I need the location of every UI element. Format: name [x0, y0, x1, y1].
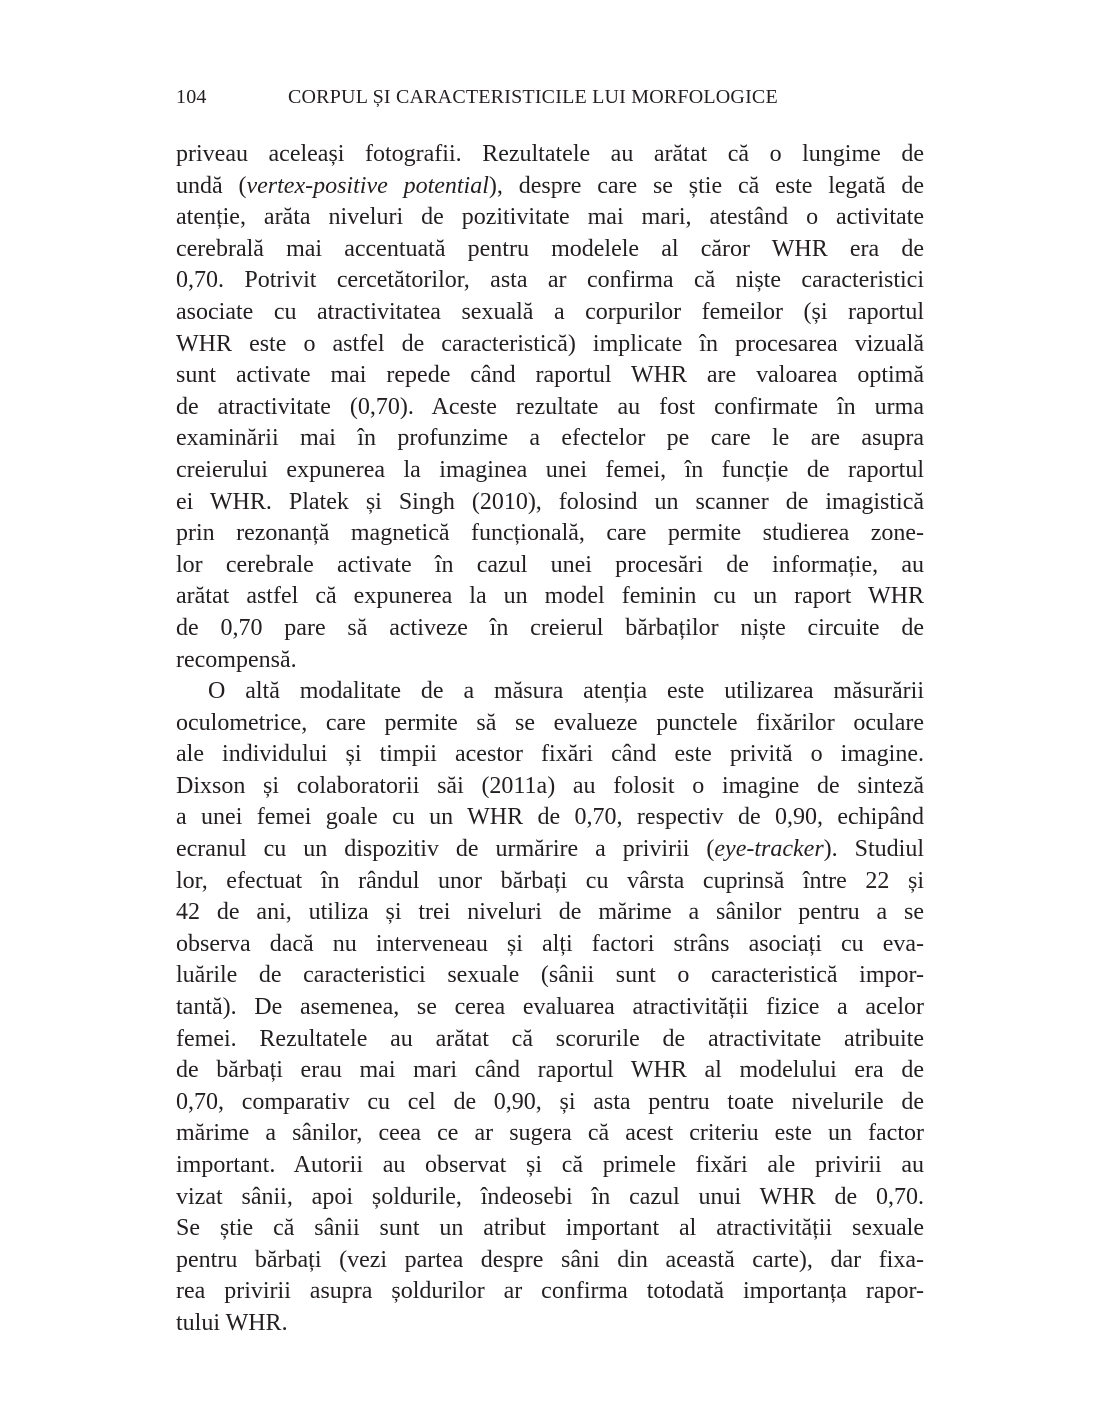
text-segment: Se știe că sânii sunt un atribut important al atractivității sexuale: [176, 1215, 924, 1242]
text-segment: 0,70. Potrivit cercetătorilor, asta ar confirma că niște caracteristici: [176, 267, 924, 294]
text-segment: asociate cu atractivitatea sexuală a corpurilor femeilor (și raportul: [176, 298, 924, 325]
text-line: [176, 423, 924, 455]
text-line: [176, 1245, 924, 1277]
text-line: [176, 897, 924, 929]
text-segment: creierului expunerea la imaginea unei femei, în funcție de raportul: [176, 456, 924, 483]
text-segment: de 0,70 pare să activeze în creierul bărbaților niște circuite de: [176, 614, 924, 641]
text-segment: important. Autorii au observat și că primele fixări ale privirii au: [176, 1152, 924, 1178]
italic-term: vertex-positive potential: [246, 172, 489, 199]
text-segment: priveau aceleași fotografii. Rezultatele au arătat că o lungime de: [176, 141, 924, 167]
text-line: [176, 992, 924, 1024]
text-segment: WHR este o astfel de caracteristică) implicate în procesarea vizuală: [176, 330, 924, 357]
text-segment: tului WHR.: [176, 1309, 288, 1336]
text-line: [176, 518, 924, 550]
text-segment: recompensă.: [176, 646, 297, 673]
text-segment: O altă modalitate de a măsura atenția este utilizarea măsurării: [208, 678, 924, 705]
text-line: [176, 1276, 924, 1308]
text-segment: femei. Rezultatele au arătat că scorurile de atractivitate atribuite: [176, 1025, 924, 1052]
text-line: [176, 866, 924, 898]
text-segment: rea privirii asupra șoldurilor ar confirma totodată importanța rapor-: [176, 1278, 924, 1305]
text-line: [176, 802, 924, 834]
text-segment: observa dacă nu interveneau și alți factori strâns asociați cu eva-: [176, 930, 924, 957]
text-line: [176, 645, 924, 677]
text-line: [176, 834, 924, 866]
text-segment: de bărbați erau mai mari când raportul WHR al modelului era de: [176, 1057, 924, 1084]
text-line: [176, 1182, 924, 1214]
text-line: [176, 455, 924, 487]
text-segment: ei WHR. Platek și Singh (2010), folosind un scanner de imagistică: [176, 488, 924, 515]
text-segment: undă (: [176, 172, 247, 199]
text-line: [176, 1118, 924, 1150]
text-line: [176, 1024, 924, 1056]
text-line: [176, 1308, 924, 1340]
text-line: [176, 581, 924, 613]
text-segment: ). Studiul: [823, 836, 924, 863]
text-segment: atenție, arăta niveluri de pozitivitate mai mari, atestând o activitate: [176, 204, 924, 231]
text-segment: pentru bărbați (vezi partea despre sâni din această carte), dar fixa-: [176, 1246, 924, 1273]
text-line: [176, 487, 924, 519]
text-line: [176, 739, 924, 771]
text-segment: 0,70, comparativ cu cel de 0,90, și asta pentru toate nivelurile de: [176, 1088, 924, 1115]
text-segment: vizat sânii, apoi șoldurile, îndeosebi în cazul unui WHR de 0,70.: [176, 1183, 924, 1210]
text-line: [176, 1055, 924, 1087]
body-text: [176, 139, 924, 1340]
text-line: [176, 171, 924, 203]
text-segment: mărime a sânilor, ceea ce ar sugera că acest criteriu este un factor: [176, 1120, 924, 1147]
text-line: [176, 1150, 924, 1182]
text-line: [176, 1087, 924, 1119]
text-segment: sunt activate mai repede când raportul WHR are valoarea optimă: [176, 362, 924, 389]
text-line: [176, 929, 924, 961]
text-line: [176, 265, 924, 297]
text-segment: 42 de ani, utiliza și trei niveluri de mărime a sânilor pentru a se: [176, 899, 924, 926]
text-line: [176, 234, 924, 266]
running-header: [176, 86, 926, 112]
running-title: CORPUL ȘI CARACTERISTICILE LUI MORFOLOGICE: [288, 86, 778, 108]
text-line: [176, 960, 924, 992]
page-number: 104: [176, 86, 207, 108]
text-line: [176, 1213, 924, 1245]
text-line: [176, 297, 924, 329]
text-line: [176, 771, 924, 803]
text-line: [176, 676, 924, 708]
text-segment: Dixson și colaboratorii săi (2011a) au folosit o imagine de sinteză: [176, 772, 924, 799]
text-segment: arătat astfel că expunerea la un model feminin cu un raport WHR: [176, 583, 924, 610]
text-line: [176, 392, 924, 424]
text-segment: tantă). De asemenea, se cerea evaluarea atractivității fizice a acelor: [176, 994, 924, 1021]
text-line: [176, 139, 924, 171]
text-line: [176, 360, 924, 392]
text-line: [176, 613, 924, 645]
text-line: [176, 708, 924, 740]
text-segment: prin rezonanță magnetică funcțională, care permite studierea zone-: [176, 520, 924, 547]
text-line: [176, 202, 924, 234]
text-segment: ecranul cu un dispozitiv de urmărire a privirii (: [176, 836, 715, 863]
text-segment: ), despre care se știe că este legată de: [488, 172, 924, 199]
text-segment: lor cerebrale activate în cazul unei procesări de informație, au: [176, 551, 924, 578]
text-segment: de atractivitate (0,70). Aceste rezultate au fost confirmate în urma: [176, 393, 924, 420]
text-segment: examinării mai în profunzime a efectelor pe care le are asupra: [176, 425, 924, 452]
text-segment: luările de caracteristici sexuale (sânii sunt o caracteristică impor-: [176, 962, 924, 989]
text-segment: a unei femei goale cu un WHR de 0,70, respectiv de 0,90, echipând: [176, 804, 924, 831]
text-segment: ale individului și timpii acestor fixări când este privită o imagine.: [176, 741, 924, 768]
text-segment: lor, efectuat în rândul unor bărbați cu vârsta cuprinsă între 22 și: [176, 867, 924, 894]
text-line: [176, 329, 924, 361]
text-segment: oculometrice, care permite să se evalueze punctele fixărilor oculare: [176, 709, 924, 736]
italic-term: eye-tracker: [714, 836, 824, 863]
text-line: [176, 550, 924, 582]
text-segment: cerebrală mai accentuată pentru modelele al căror WHR era de: [176, 235, 924, 262]
